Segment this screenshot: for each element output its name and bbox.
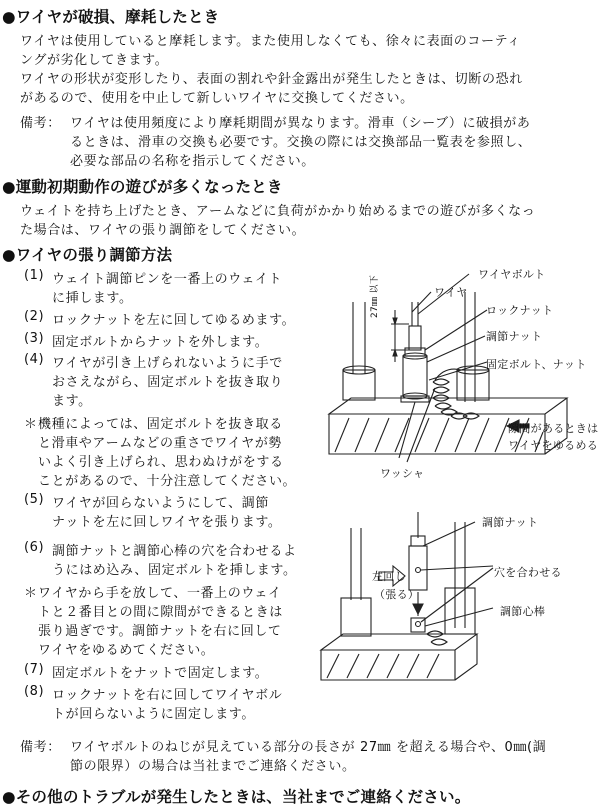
- note-line: ワイヤボルトのねじが見えている部分の長さが 27㎜ を超える場合や、0㎜(調: [70, 740, 547, 755]
- label-wire-bolt: ワイヤボルト: [478, 268, 546, 281]
- hole-upper: [416, 568, 421, 573]
- paragraph-line: ワイヤは使用していると摩耗します。また使用しなくても、徐々に表面のコーティ: [20, 34, 521, 49]
- leader2-hole-upper: [421, 566, 493, 570]
- caution-line: ワイヤをゆるめてください。: [38, 643, 215, 658]
- paragraph-line: ングが劣化してきます。: [20, 53, 169, 68]
- caution-mark: ＊: [24, 586, 38, 601]
- adjust-nut: [403, 356, 427, 396]
- weight2-right: [445, 588, 475, 634]
- leader-wire: [412, 292, 431, 312]
- label-adjust-nut: 調節ナット: [486, 330, 543, 343]
- step-line: ます。: [52, 394, 92, 409]
- step-line: 調節ナットと調節心棒の穴を合わせるよ: [52, 544, 297, 559]
- dim-arrow-bottom: [393, 350, 397, 356]
- caution-line: いよく引き上げられ、思わぬけがをする: [38, 455, 284, 470]
- label2-align-holes: 穴を合わせる: [494, 566, 562, 579]
- step-number: (1): [24, 268, 45, 283]
- heading-other-trouble: ●その他のトラブルが発生したときは、当社までご連絡ください。: [2, 788, 471, 806]
- note-label: 備考：: [20, 116, 61, 131]
- leader2-hole-lower: [421, 568, 493, 622]
- step-line: ワイヤが回らないようにして、調節: [52, 496, 269, 511]
- note-line: 節の限界）の場合は当社までご連絡ください。: [70, 759, 356, 774]
- step-number: (3): [24, 331, 45, 346]
- step-number: (4): [24, 352, 45, 367]
- figure-hole-alignment: [315, 508, 609, 690]
- label2-left-turn: 左回し: [372, 570, 406, 583]
- step-line: おさえながら、固定ボルトを抜き取り: [52, 375, 284, 390]
- note-line: ワイヤは使用頻度により摩耗期間が異なります。滑車（シーブ）に破損があ: [70, 116, 531, 131]
- step-line: ロックナットを右に回してワイヤボル: [52, 688, 283, 703]
- dim-arrow-top: [393, 318, 397, 324]
- leader-adjust-nut: [427, 336, 485, 362]
- frame2-hatching: [327, 654, 439, 678]
- note-line: るときは、滑車の交換も必要です。交換の際には交換部品一覧表を参照し、: [70, 135, 532, 150]
- step-number: (6): [24, 540, 45, 555]
- label-gap-note-2: ワイヤをゆるめる: [508, 439, 599, 452]
- paragraph-line: ワイヤの形状が変形したり、表面の割れや針金露出が発生したときは、切断の恐れ: [20, 72, 523, 87]
- heading-tension-adjust: ●ワイヤの張り調節方法: [2, 246, 173, 264]
- label2-adjust-rod: 調節心棒: [500, 605, 546, 618]
- step-number: (7): [24, 662, 45, 677]
- caution-line: トと２番目との間に隙間ができるときは: [38, 605, 283, 620]
- caution-mark: ＊: [24, 417, 38, 432]
- hole-lower: [416, 622, 421, 627]
- label-dimension: 27㎜ 以下: [370, 274, 380, 318]
- leader2-adjust-nut: [423, 522, 475, 546]
- heading-initial-play: ●運動初期動作の遊びが多くなったとき: [2, 178, 283, 196]
- leader-washer: [399, 402, 415, 458]
- step-line: ロックナットを左に回してゆるめます。: [52, 313, 296, 328]
- caution-line: ワイヤから手を放して、一番上のウェイ: [38, 586, 282, 601]
- label2-tighten: （張る）: [374, 588, 420, 601]
- step-number: (5): [24, 492, 45, 507]
- note-line: 必要な部品の名称を指示してください。: [70, 154, 315, 169]
- step-line: ウェイト調節ピンを一番上のウェイト: [52, 272, 283, 287]
- label2-adjust-nut: 調節ナット: [482, 516, 539, 529]
- frame2-side: [455, 634, 477, 680]
- wire-coil: [433, 379, 479, 419]
- wire-bolt: [409, 326, 421, 350]
- label-gap-note-1: 隙間があるときは: [508, 422, 599, 435]
- weight2-left: [341, 598, 371, 636]
- step-line: 固定ボルトをナットで固定します。: [52, 666, 269, 681]
- paragraph-line: ウェイトを持ち上げたとき、アームなどに負荷がかかり始めるまでの遊びが多くなっ: [20, 204, 536, 219]
- step-number: (8): [24, 684, 45, 699]
- down-arrow-icon: [413, 604, 423, 614]
- leader-lock-nut: [425, 310, 487, 350]
- step-line: うにはめ込み、固定ボルトを挿します。: [52, 563, 297, 578]
- step-line: トが回らないように固定します。: [52, 707, 255, 722]
- heading-wire-damage: ●ワイヤが破損、摩耗したとき: [2, 8, 220, 26]
- paragraph-line: があるので、使用を中止して新しいワイヤに交換してください。: [20, 91, 414, 106]
- note-label: 備考：: [20, 740, 61, 755]
- caution-line: ことがあるので、十分注意してください。: [38, 474, 297, 489]
- label-fixing-bolt-nut: 固定ボルト、ナット: [486, 358, 587, 371]
- step-number: (2): [24, 309, 45, 324]
- lock-nut: [405, 348, 425, 356]
- step-line: ワイヤが引き上げられないように手で: [52, 356, 283, 371]
- caution-line: 張り過ぎです。調節ナットを右に回して: [38, 624, 282, 639]
- wire-coil-2: [427, 631, 447, 645]
- label-lock-nut: ロックナット: [486, 304, 554, 317]
- step-line: に挿します。: [52, 291, 133, 306]
- label-wire: ワイヤ: [434, 286, 468, 299]
- step-line: 固定ボルトからナットを外します。: [52, 335, 269, 350]
- leader-fixing-bolt: [429, 362, 487, 380]
- label-washer: ワッシャ: [380, 467, 425, 480]
- caution-line: 機種によっては、固定ボルトを抜き取る: [38, 417, 283, 432]
- caution-line: と滑車やアームなどの重さでワイヤが勢: [38, 436, 283, 451]
- paragraph-line: た場合は、ワイヤの張り調節をしてください。: [20, 223, 306, 238]
- step-line: ナットを左に回しワイヤを張ります。: [52, 515, 282, 530]
